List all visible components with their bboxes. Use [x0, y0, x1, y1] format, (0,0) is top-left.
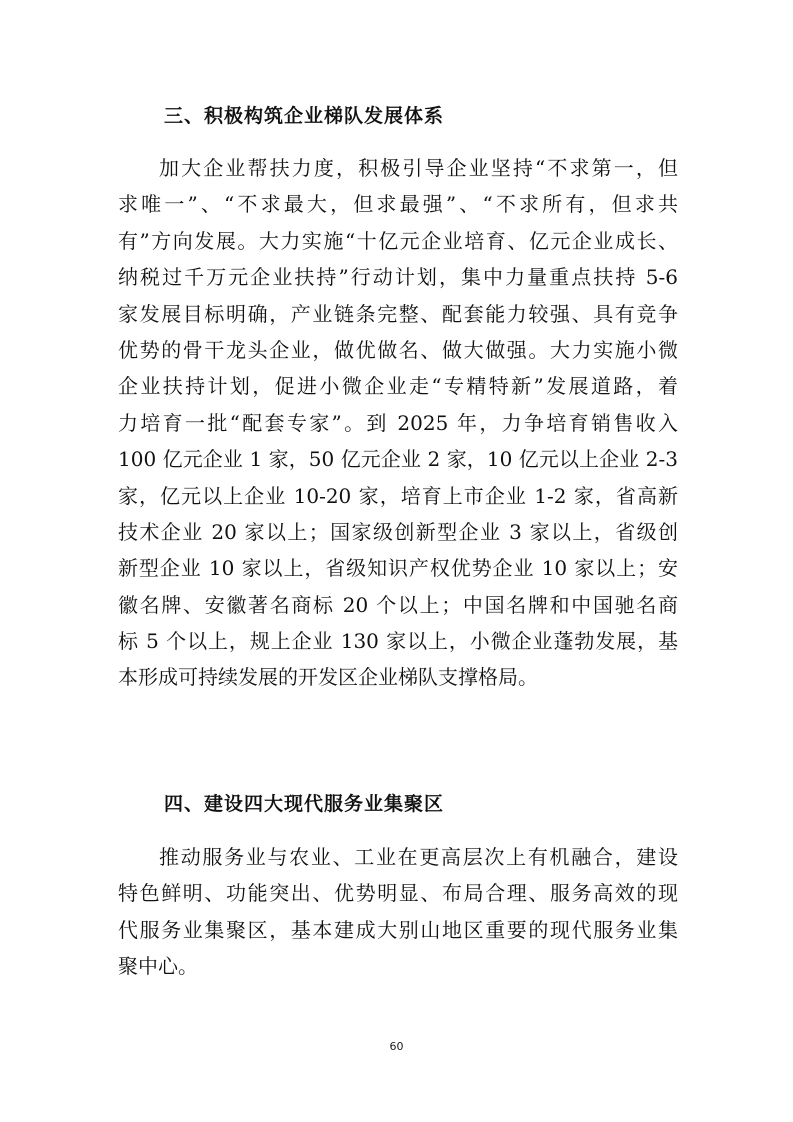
paragraph-line: 家发展目标明确，产业链条完整、配套能力较强、具有竞争 [118, 301, 678, 326]
section-heading: 四、建设四大现代服务业集聚区 [164, 793, 445, 815]
page-number: 60 [389, 1040, 404, 1053]
paragraph-line: 家，亿元以上企业 10-20 家，培育上市企业 1-2 家，省高新 [118, 483, 678, 508]
paragraph-line: 求唯一”、“不求最大，但求最强”、“不求所有，但求共 [118, 192, 678, 217]
paragraph-line: 力培育一批“配套专家”。到 2025 年，力争培育销售收入 [118, 410, 678, 435]
paragraph-line: 聚中心。 [118, 954, 198, 979]
paragraph-line: 有”方向发展。大力实施“十亿元企业培育、亿元企业成长、 [118, 228, 678, 253]
paragraph-line: 纳税过千万元企业扶持”行动计划，集中力量重点扶持 5-6 [118, 265, 678, 290]
paragraph-line: 特色鲜明、功能突出、优势明显、布局合理、服务高效的现 [118, 881, 678, 906]
paragraph-line: 标 5 个以上，规上企业 130 家以上，小微企业蓬勃发展，基 [118, 629, 678, 654]
paragraph-line: 优势的骨干龙头企业，做优做名、做大做强。大力实施小微 [118, 337, 678, 362]
paragraph-line: 加大企业帮扶力度，积极引导企业坚持“不求第一，但 [159, 156, 678, 180]
section-paragraph [118, 150, 678, 696]
paragraph-line: 代服务业集聚区，基本建成大别山地区重要的现代服务业集 [118, 917, 678, 942]
paragraph-line: 企业扶持计划，促进小微企业走“专精特新”发展道路，着 [118, 374, 678, 399]
paragraph-line: 本形成可持续发展的开发区企业梯队支撑格局。 [118, 665, 538, 690]
paragraph-line: 技术企业 20 家以上；国家级创新型企业 3 家以上，省级创 [118, 519, 678, 544]
paragraph-line: 新型企业 10 家以上，省级知识产权优势企业 10 家以上；安 [118, 556, 678, 581]
section-heading: 三、积极构筑企业梯队发展体系 [164, 105, 445, 127]
paragraph-line: 徽名牌、安徽著名商标 20 个以上；中国名牌和中国驰名商 [118, 592, 678, 617]
paragraph-line: 100 亿元企业 1 家，50 亿元企业 2 家，10 亿元以上企业 2-3 [118, 447, 678, 472]
paragraph-line: 推动服务业与农业、工业在更高层次上有机融合，建设 [159, 845, 678, 869]
section-paragraph [118, 839, 678, 985]
